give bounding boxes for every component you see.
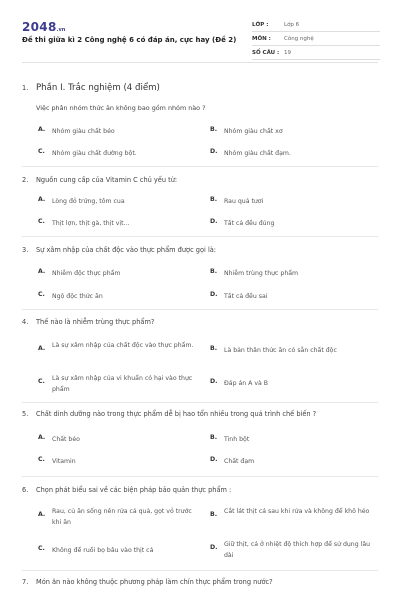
question-number: 2. xyxy=(22,176,29,184)
document-title: Đề thi giữa kì 2 Công nghệ 6 có đáp án, cực hay (Đề 2) xyxy=(22,36,237,44)
meta-row-class xyxy=(252,18,380,32)
question-text: Việc phân nhóm thức ăn không bao gồm nhóm nào ? xyxy=(36,104,206,112)
question-text: Nguồn cung cấp của Vitamin C chủ yếu từ: xyxy=(36,176,178,184)
divider xyxy=(22,309,378,310)
section-title: Phần I. Trắc nghiệm (4 điểm) xyxy=(36,83,160,93)
meta-value: Công nghệ xyxy=(284,35,314,42)
meta-row-subject xyxy=(252,32,380,46)
divider xyxy=(22,570,378,571)
question-number: 6. xyxy=(22,486,29,494)
question-text: Món ăn nào không thuộc phương pháp làm chín thực phẩm trong nước? xyxy=(36,578,273,586)
divider xyxy=(22,166,378,167)
document-page: 2048.vn Đề thi giữa kì 2 Công nghệ 6 có đáp án, cực hay (Đề 2) LỚP : Lớp 6 MÔN : Công nghệ SỐ CÂU : 19 1. Phần I. Trắc nghiệm (4 điểm) Việc phân nhóm thức ăn không bao gồm nhóm nào ? A. Nhóm giàu chất béo B. Nhóm giàu chất xơ C. Nhóm giàu chất đường bột. D. Nhóm giàu chất đạm. 2. Nguồn cung cấp của Vitamin C chủ yếu từ: A. Lòng đỏ trứng, tôm cua B. Rau quả tươi C. Thịt lợn, thịt gà, thịt vịt... D. Tất cả đều đúng 3. Sự xâm nhập của chất độc vào thực phẩm được gọi là: A. Nhiễm độc thực phẩm B. Nhiễm trùng thực phẩm C. Ngộ độc thức ăn D. Tất cả đều sai 4. Thế nào là nhiễm trùng thực phẩm? A. Là sự xâm nhập của chất độc vào thực phẩm. B. Là bản thân thức ăn có sẵn chất độc C. Là sự xâm nhập của vi khuẩn có hại vào thực phẩm D. Đáp án A và B 5. Chất dinh dưỡng nào trong thực phẩm dễ bị hao tổn nhiều trong quá trình chế biến ? A. Chất béo B. Tinh bột C. Vitamin D. Chất đạm 6. Chọn phát biểu sai về các biện pháp bảo quản thực phẩm : A. Rau, củ ăn sống nên rửa cả quả, gọt vỏ trước khi ăn B. Cắt lát thịt cá sau khi rửa và không để khô héo C. Không để ruồi bọ bâu vào thịt cá D. Giữ thịt, cá ở nhiệt độ thích hợp để sử dụng lâu dài 7. Món ăn nào không thuộc phương pháp làm chín thực phẩm trong nước? xyxy=(0,0,400,600)
question-text: Chất dinh dưỡng nào trong thực phẩm dễ bị hao tổn nhiều trong quá trình chế biến ? xyxy=(36,410,317,418)
divider xyxy=(22,236,378,237)
logo-suffix: .vn xyxy=(56,27,66,33)
divider xyxy=(22,402,378,403)
meta-key: SỐ CÂU : xyxy=(252,49,280,56)
question-number: 4. xyxy=(22,318,29,326)
question-text: Sự xâm nhập của chất độc vào thực phẩm được gọi là: xyxy=(36,246,217,254)
question-text: Chọn phát biểu sai về các biện pháp bảo quản thực phẩm : xyxy=(36,486,232,494)
divider xyxy=(22,476,378,477)
question-text: Thế nào là nhiễm trùng thực phẩm? xyxy=(36,318,155,326)
meta-value: Lớp 6 xyxy=(284,21,300,28)
question-number: 1. xyxy=(22,84,29,92)
meta-key: MÔN : xyxy=(252,35,271,42)
meta-key: LỚP : xyxy=(252,21,269,28)
header-divider xyxy=(22,62,378,63)
question-number: 5. xyxy=(22,410,29,418)
logo-main: 2048 xyxy=(22,20,57,34)
meta-value: 19 xyxy=(284,49,291,56)
question-number: 3. xyxy=(22,246,29,254)
exam-meta-table xyxy=(252,18,380,60)
question-number: 7. xyxy=(22,578,29,586)
page-header xyxy=(0,0,400,70)
meta-row-count xyxy=(252,46,380,60)
site-logo[interactable] xyxy=(22,16,65,35)
